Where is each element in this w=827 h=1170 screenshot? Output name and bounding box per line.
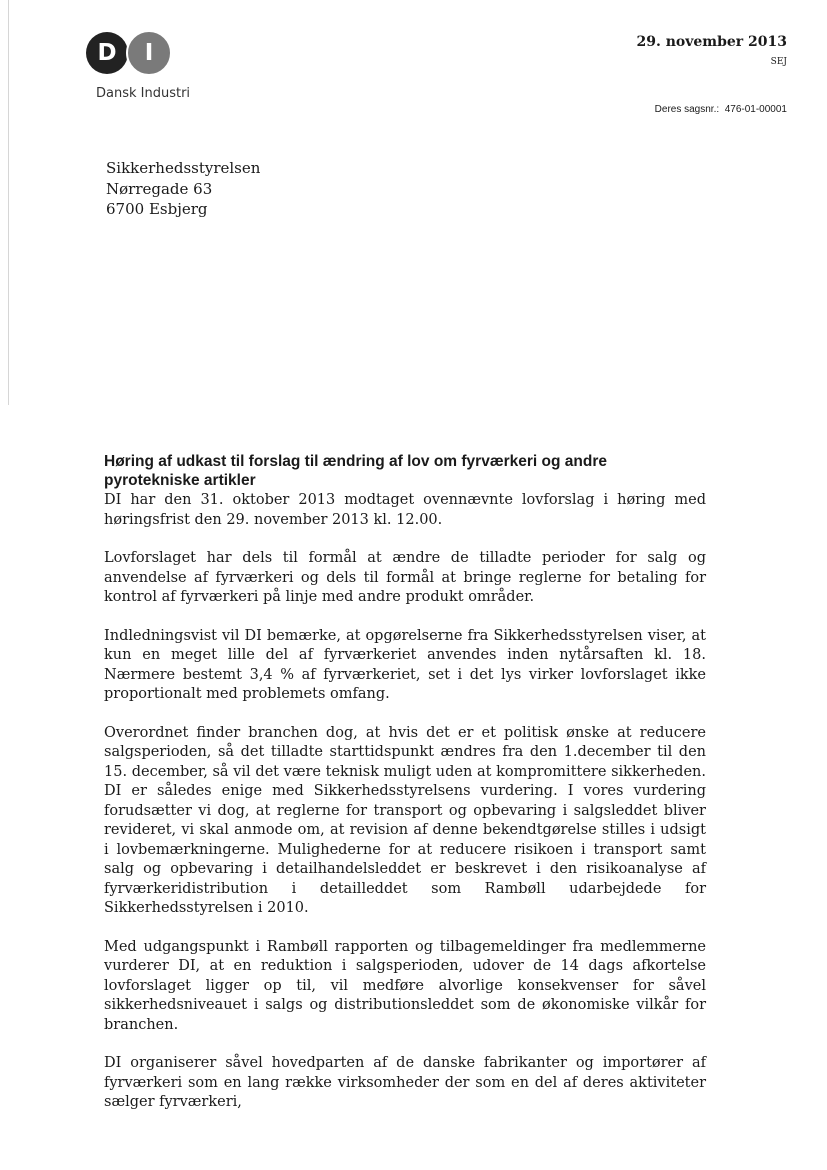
reference-number: 476-01-00001 [724,104,787,115]
reference-label: Deres sagsnr.: [654,104,720,115]
body-paragraph-5: Med udgangspunkt i Rambøll rapporten og tilbagemeldinger fra medlemmerne vurderer DI, at en reduktion i salgsperioden, udover de 14 dags afkortelse lovforslaget ligger op til, vil medføre alvorlige konsekvenser for såvel sikkerhedsniveauet i salgs og distributionsleddet som de økonomiske vilkår for branchen. [104,938,706,1033]
body-paragraph-1: DI har den 31. oktober 2013 modtaget ovennævnte lovforslag i høring med høringsfrist den 29. november 2013 kl. 12.00. [104,492,706,528]
letter-subject: Høring af udkast til forslag til ændring af lov om fyrværkeri og andre pyrotekniske artikler [104,453,607,489]
di-logo [86,32,196,102]
logo-mark [86,32,196,78]
recipient-street: Nørregade 63 [106,179,213,198]
body-paragraph-2: Lovforslaget har dels til formål at ændre de tilladte perioder for salg og anvendelse af fyrværkeri og dels til formål at bringe reglerne for betaling for kontrol af fyrværkeri på linje med andre produkt områder. [104,550,706,605]
body-paragraph-3: Indledningsvist vil DI bemærke, at opgørelserne fra Sikkerhedsstyrelsen viser, at kun en meget lille del af fyrværkeriet anvendes inden nytårsaften kl. 18. Nærmere bestemt 3,4 % af fyrværkeriet, set i det lys virker lovforslaget ikke proportionalt med problemets omfang. [104,627,706,702]
recipient-name: Sikkerhedsstyrelsen [106,159,261,177]
page-margin-line [8,0,9,405]
sender-initials: SEJ [770,57,787,67]
brand-name: Dansk Industri [96,86,191,101]
letter-body [104,491,706,1113]
logo-letter-d: D [86,32,128,74]
recipient-city: 6700 Esbjerg [106,200,208,218]
letter-date: 29. november 2013 [636,34,787,50]
recipient-address [106,158,260,220]
body-paragraph-6: DI organiserer såvel hovedparten af de danske fabrikanter og importører af fyrværkeri som en lang række virksomheder der som en del af deres aktiviteter sælger fyrværkeri, [104,1055,706,1110]
reference-line [655,104,787,115]
body-paragraph-4: Overordnet finder branchen dog, at hvis det er et politisk ønske at reducere salgsperioden, så det tilladte starttidspunkt ændres fra den 1.december til den 15. december, så vil det være teknisk muligt uden at kompromittere sikkerheden. DI er således enige med Sikkerhedsstyrelsens vurdering. I vores vurdering forudsætter vi dog, at reglerne for transport og opbevaring i salgsleddet bliver revideret, vi skal anmode om, at revision af denne bekendtgørelse stilles i udsigt i lovbemærkningerne. Mulighederne for at reducere risikoen i transport samt salg og opbevaring i detailhandelsleddet er beskrevet i den risikoanalyse af fyrværkeridistribution i detailleddet som Rambøll udarbejdede for Sikkerhedsstyrelsen i 2010. [104,724,706,916]
logo-letter-i: I [126,30,172,76]
